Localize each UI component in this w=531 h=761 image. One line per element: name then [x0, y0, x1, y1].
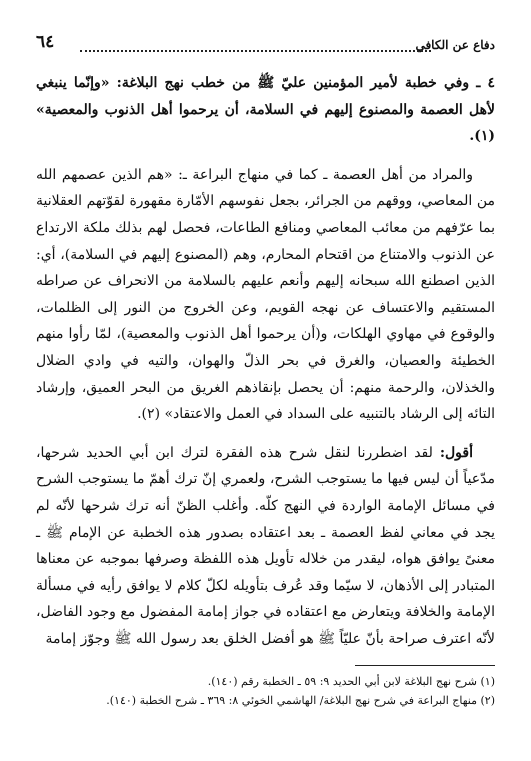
page-header — [36, 30, 495, 52]
footnote-1: (١) شرح نهج البلاغة لابن أبي الحديد ٩: ٥٩ ـ الخطبة رقم (١٤٠). — [207, 675, 495, 688]
footnotes — [36, 672, 495, 710]
commentary-paragraph — [36, 440, 495, 653]
main-text — [36, 70, 495, 664]
commentary-text: لقد اضطررنا لنقل شرح هذه الفقرة لترك ابن أبي الحديد شرحها، مدّعياً أن ليس فيها ما يستوجب الشرح، ولعمري إنّ ترك أهمّ ما يستوجب الشرح في مسائل الإمامة الواردة في النهج كلّه. وأغلب الظنّ أنه ترك شرحها لأنّه لم يجد في معاني لفظ العصمة ـ بعد اعتقاده بصدور هذه الخطبة عن الإمام ﷺ ـ معنىً يوافق هواه، ليقدر من خلاله تأويل هذه اللفظة وصرفها بموجبه عن معناها المتبادر إلى الأذهان، لا سيّما وقد عُرف بتأويله لكلّ كلام لا يوافق رأيه في مسألة الإمامة والخلافة ويتعارض مع اعتقاده في جواز إمامة المفضول مع وجود الفاضل، لأنّه اعترف صراحة بأنّ عليّاً ﷺ هو أفضل الخلق بعد رسول الله ﷺ وجوّز إمامة — [36, 444, 496, 647]
header-dotted-rule — [80, 50, 431, 52]
footnote-2: (٢) منهاج البراعة في شرح نهج البلاغة/ الهاشمي الخوئي ٨: ٣٦٩ ـ شرح الخطبة (١٤٠). — [106, 694, 495, 707]
footnote-separator — [355, 665, 495, 666]
page-number: ٦٤ — [36, 32, 55, 52]
commentary-lead: أقول: — [439, 444, 473, 461]
quote-paragraph: ٤ ـ وفي خطبة لأمير المؤمنين عليّ ﷺ من خطب نهج البلاغة: «وإنّما ينبغي لأهل العصمة والمصنوع إليهم في السلامة، أن يرحموا أهل الذنوب والمعصية» (١). — [36, 75, 495, 145]
running-title: دفاع عن الكافي — [415, 38, 495, 52]
explanation-paragraph: والمراد من أهل العصمة ـ كما في منهاج البراعة ـ: «هم الذين عصمهم الله من المعاصي، ووقهم من الجرائر، بجعل نفوسهم الأمّارة مقهورة لقوّتهم العقلانية بما عرّفهم من معائب المعاصي ومنافع الطاعات، فحصل لهم بذلك ملكة الارتداع عن الذنوب والامتناع من اقتحام المحارم، وهم (المصنوع إليهم في السلامة)، أي: الذين اصطنع الله سبحانه إليهم وأنعم عليهم بالسلامة من الانحراف عن صراطه المستقيم والاعتساف عن نهجه القويم، وعن الخروج من النور إلى الظلمات، والوقوع في مهاوي الهلكات، و(أن يرحموا أهل الذنوب والمعصية)، لمّا رأوا منهم الخطيئة والعصيان، والغرق في بحر الذلّ والهوان، والتيه في وادي الضلال والخذلان، والرحمة منهم: أن يحصل بإنقاذهم الغريق من البحر العميق، وإرشاد التائه إلى الرشاد بالتنبيه على السداد في العمل والاعتقاد» (٢). — [36, 166, 495, 423]
